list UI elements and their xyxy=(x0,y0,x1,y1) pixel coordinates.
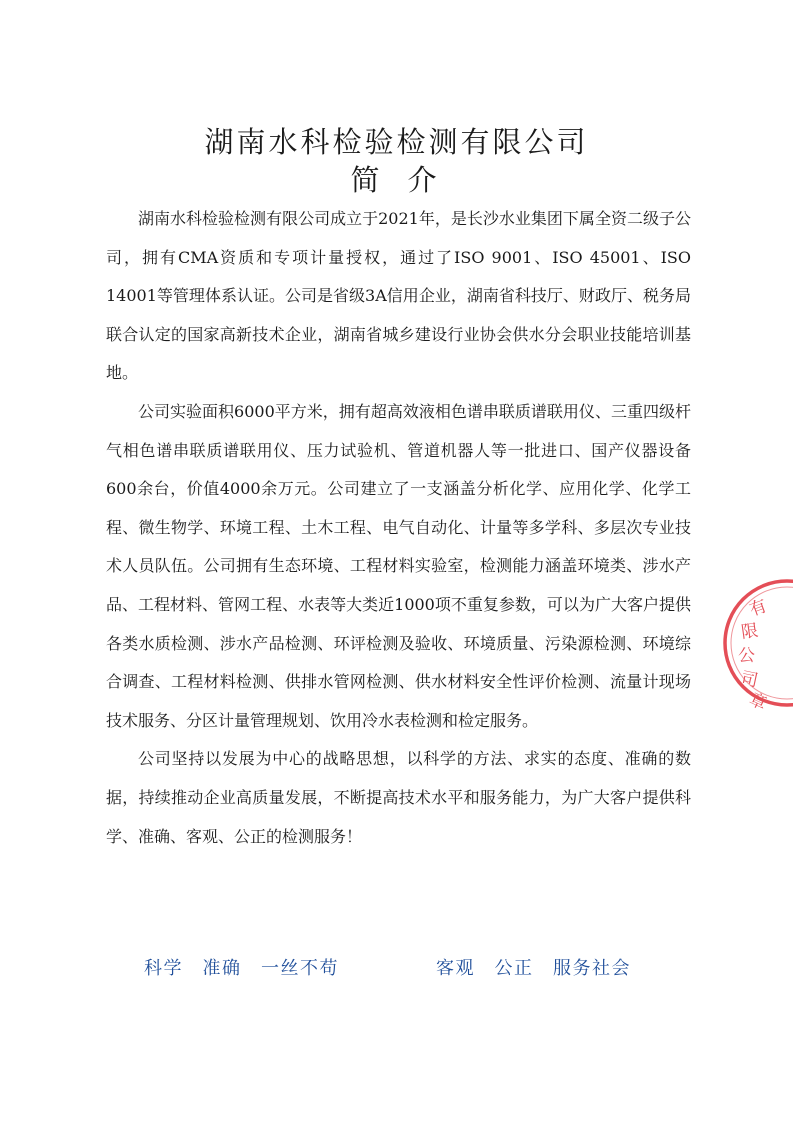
company-seal-stamp xyxy=(712,568,793,718)
document-subtitle: 简介 xyxy=(350,163,465,197)
motto-left: 科学 准确 一丝不苟 xyxy=(144,958,339,979)
svg-text:限: 限 xyxy=(739,620,760,643)
svg-text:司: 司 xyxy=(738,668,760,692)
svg-text:有: 有 xyxy=(746,596,770,621)
paragraph-strategy: 公司坚持以发展为中心的战略思想，以科学的方法、求实的态度、准确的数据，持续推动企业高质量发展，不断提高技术水平和服务能力，为广大客户提供科学、准确、客观、公正的检测服务！ xyxy=(106,749,691,846)
motto-right: 客观 公正 服务社会 xyxy=(436,958,631,979)
document-title: 湖南水科检验检测有限公司 xyxy=(204,125,589,159)
document-body xyxy=(106,200,691,856)
paragraph-intro: 湖南水科检验检测有限公司成立于2021年，是长沙水业集团下属全资二级子公司，拥有CMA资质和专项计量授权，通过了ISO 9001、ISO 45001、ISO 14001等管理体系认证。公司是省级3A信用企业，湖南省科技厅、财政厅、税务局联合认定的国家高新技术企业，湖南省城乡建设行业协会供水分会职业技能培训基地。 xyxy=(106,209,691,383)
paragraph-capabilities: 公司实验面积6000平方米，拥有超高效液相色谱串联质谱联用仪、三重四级杆气相色谱串联质谱联用仪、压力试验机、管道机器人等一批进口、国产仪器设备600余台，价值4000余万元。公司建立了一支涵盖分析化学、应用化学、化学工程、微生物学、环境工程、土木工程、电气自动化、计量等多学科、多层次专业技术人员队伍。公司拥有生态环境、工程材料实验室，检测能力涵盖环境类、涉水产品、工程材料、管网工程、水表等大类近1000项不重复参数，可以为广大客户提供各类水质检测、涉水产品检测、环评检测及验收、环境质量、污染源检测、环境综合调查、工程材料检测、供排水管网检测、供水材料安全性评价检测、流量计现场技术服务、分区计量管理规划、饮用冷水表检测和检定服务。 xyxy=(106,401,691,730)
svg-text:章: 章 xyxy=(745,689,770,715)
svg-text:公: 公 xyxy=(738,646,755,666)
